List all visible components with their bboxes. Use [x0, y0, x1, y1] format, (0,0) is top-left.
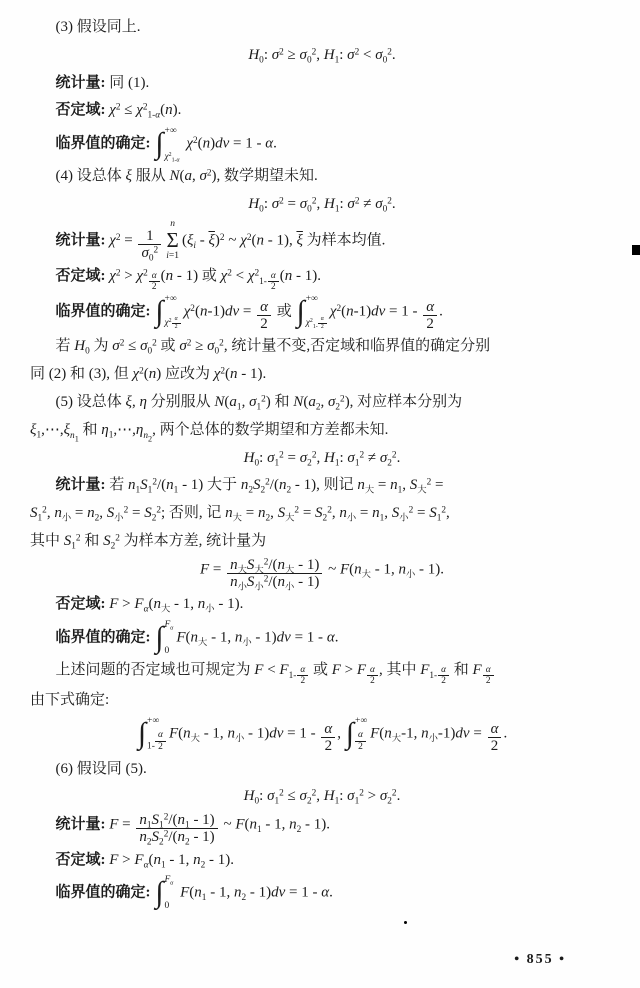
hypothesis-formula: $H_0$: $\sigma_1^2 \le \sigma_2^2$, $H_1$: $\sigma_1^2 > \sigma_2^2$.: [243, 788, 401, 808]
section-5-heading: (5) 设总体 ξ, η 分别服从 $N(a_1$, $\sigma_1^2$) 和 $N(a_2$, $\sigma_2^2$), 对应样本分别为: [55, 394, 463, 413]
statistic-line: $S_1^2$, $n_小 = n_2$, $S_小^2 = S_2^2$; 否则, 记 $n_大 = n_2$, $S_大^2 = S_2^2$, $n_小 = n_1$, $S_小^2 = S_1^2$,: [30, 505, 450, 524]
note-paragraph: 同 (2) 和 (3), 但 $\chi^2(n)$ 应改为 $\chi^2(n - 1)$.: [30, 366, 267, 383]
critical-value-formula: ∫ +∞ 1- $\frac{\alpha}{2}$ $F(n_大 - 1$, $n_小 - 1)dv = 1$ - $\frac{\alpha}{2}$ , ∫ +∞ $\frac{\alpha}{2}$ $F(n_大-1$, $n_小-1)dv$ = $\frac{\alpha}{2}$ .: [137, 716, 508, 755]
summation-sign: Σ: [166, 228, 179, 253]
integral-sign: ∫: [155, 295, 164, 329]
integral-sign: ∫: [345, 717, 354, 751]
page-content: [30, 14, 614, 912]
statistic-line: 统计量: $\chi^2$ = $\frac{1}{\sigma_0^2}$ n Σ i=1 $(\xi_i - \overline{\xi})^2$ ~ $\chi^2(n - 1)$, $\overline{\xi}$ 为样本均值.: [55, 218, 386, 264]
section-6-heading: (6) 假设同 (5).: [55, 760, 147, 777]
statistic-line: 统计量: 同 (1).: [55, 74, 150, 91]
section-4-heading: (4) 设总体 ξ 服从 N(a, $\sigma^2$), 数学期望未知.: [55, 168, 318, 185]
rejection-region-line: 否定域: $\chi^2 > \chi^2$ $_{\frac{\alpha}{2}}$ (n - 1) 或 $\chi^2 < \chi^2_{1- \frac{\alpha}{2}}$ (n - 1).: [55, 267, 322, 293]
statistic-line: 统计量: 若 $n_1S_1^2/(n_1 - 1)$ 大于 $n_2S_2^2/(n_2 - 1)$, 则记 $n_大 = n_1$, $S_大^2$ =: [55, 477, 444, 497]
critical-value-line: 临界值的确定: ∫ +∞ $\chi^2$ $_{\frac{\alpha}{2}}$ $\chi^2(n-1)dv$ = $\frac{\alpha}{2}$ 或 ∫ +∞ $\chi^2_{1- \frac{\alpha}{2}}$ $\chi^2(n-1)dv = 1$ - $\frac{\alpha}{2}$ .: [55, 294, 443, 333]
critical-value-line: 临界值的确定: ∫ +∞ $\chi^2_{1-\alpha}$ $\chi^2(n)dv = 1 - \alpha$.: [55, 126, 277, 164]
rejection-region-line: 否定域: $F > F_\alpha(n_大 - 1$, $n_小 - 1$).: [55, 596, 244, 615]
page-number: • 855 •: [514, 952, 566, 967]
scan-artifact: [632, 245, 640, 255]
scan-artifact: [404, 921, 407, 924]
integral-sign: ∫: [155, 876, 164, 910]
integral-sign: ∫: [155, 127, 164, 161]
hypothesis-formula: $H_0$: $\sigma_1^2 = \sigma_2^2$, $H_1$: $\sigma_1^2 \ne \sigma_2^2$.: [243, 449, 401, 469]
note-paragraph: 若 $H_0$ 为 $\sigma^2 \le \sigma_0^2$ 或 $\sigma^2 \ge \sigma_0^2$, 统计量不变,否定域和临界值的确定分别: [55, 338, 491, 358]
note-paragraph: 上述问题的否定域也可规定为 $F < F_{1- \frac{\alpha}{2}}$ 或 F > F $_{\frac{\alpha}{2}}$ , 其中 $F_{1- \frac{\alpha}{2}}$ 和 F $_{\frac{\alpha}{2}}$: [30, 657, 614, 687]
f-statistic-formula: F = $\frac{n_大S_大^2/(n_大 - 1)}{n_小S_小^2/(n_小 - 1)}$ ~ $F(n_大 - 1$, $n_小 - 1$).: [199, 556, 445, 593]
integral-sign: ∫: [137, 717, 147, 751]
section-3-heading: (3) 假设同上.: [55, 19, 141, 35]
integral-sign: ∫: [155, 621, 164, 655]
hypothesis-formula: $H_0$: $\sigma^2 \ge \sigma_0^2$, $H_1$: $\sigma^2 < \sigma_0^2$.: [248, 46, 396, 66]
statistic-line: 其中 $S_1^2$ 和 $S_2^2$ 为样本方差, 统计量为: [30, 533, 267, 552]
statistic-line: 统计量: F = $\frac{n_1S_1^2/(n_1 - 1)}{n_2S_2^2/(n_2 - 1)}$ ~ $F(n_1 - 1$, $n_2 - 1$).: [55, 812, 331, 849]
note-paragraph: 由下式确定:: [30, 692, 110, 709]
critical-value-line: 临界值的确定: ∫ $F_\alpha$ 0 $F(n_大 - 1$, $n_小 - 1)dv = 1 - \alpha$.: [55, 620, 339, 656]
hypothesis-formula: $H_0$: $\sigma^2 = \sigma_0^2$, $H_1$: $\sigma^2 \ne \sigma_0^2$.: [248, 195, 396, 215]
rejection-region-line: 否定域: $F > F_\alpha(n_1 - 1$, $n_2 - 1$).: [55, 851, 235, 871]
critical-value-line: 临界值的确定: ∫ $F_\alpha$ 0 $F(n_1 - 1$, $n_2 - 1)dv = 1 - \alpha$.: [55, 875, 333, 911]
integral-sign: ∫: [296, 295, 305, 329]
rejection-region-line: 否定域: $\chi^2 \le \chi^2_{1-\alpha}(n)$.: [55, 102, 182, 122]
section-5-heading: $\xi_1,\cdots,\xi_{n_1}$ 和 $\eta_1,\cdots,\eta_{n_2}$, 两个总体的数学期望和方差都未知.: [30, 421, 389, 443]
